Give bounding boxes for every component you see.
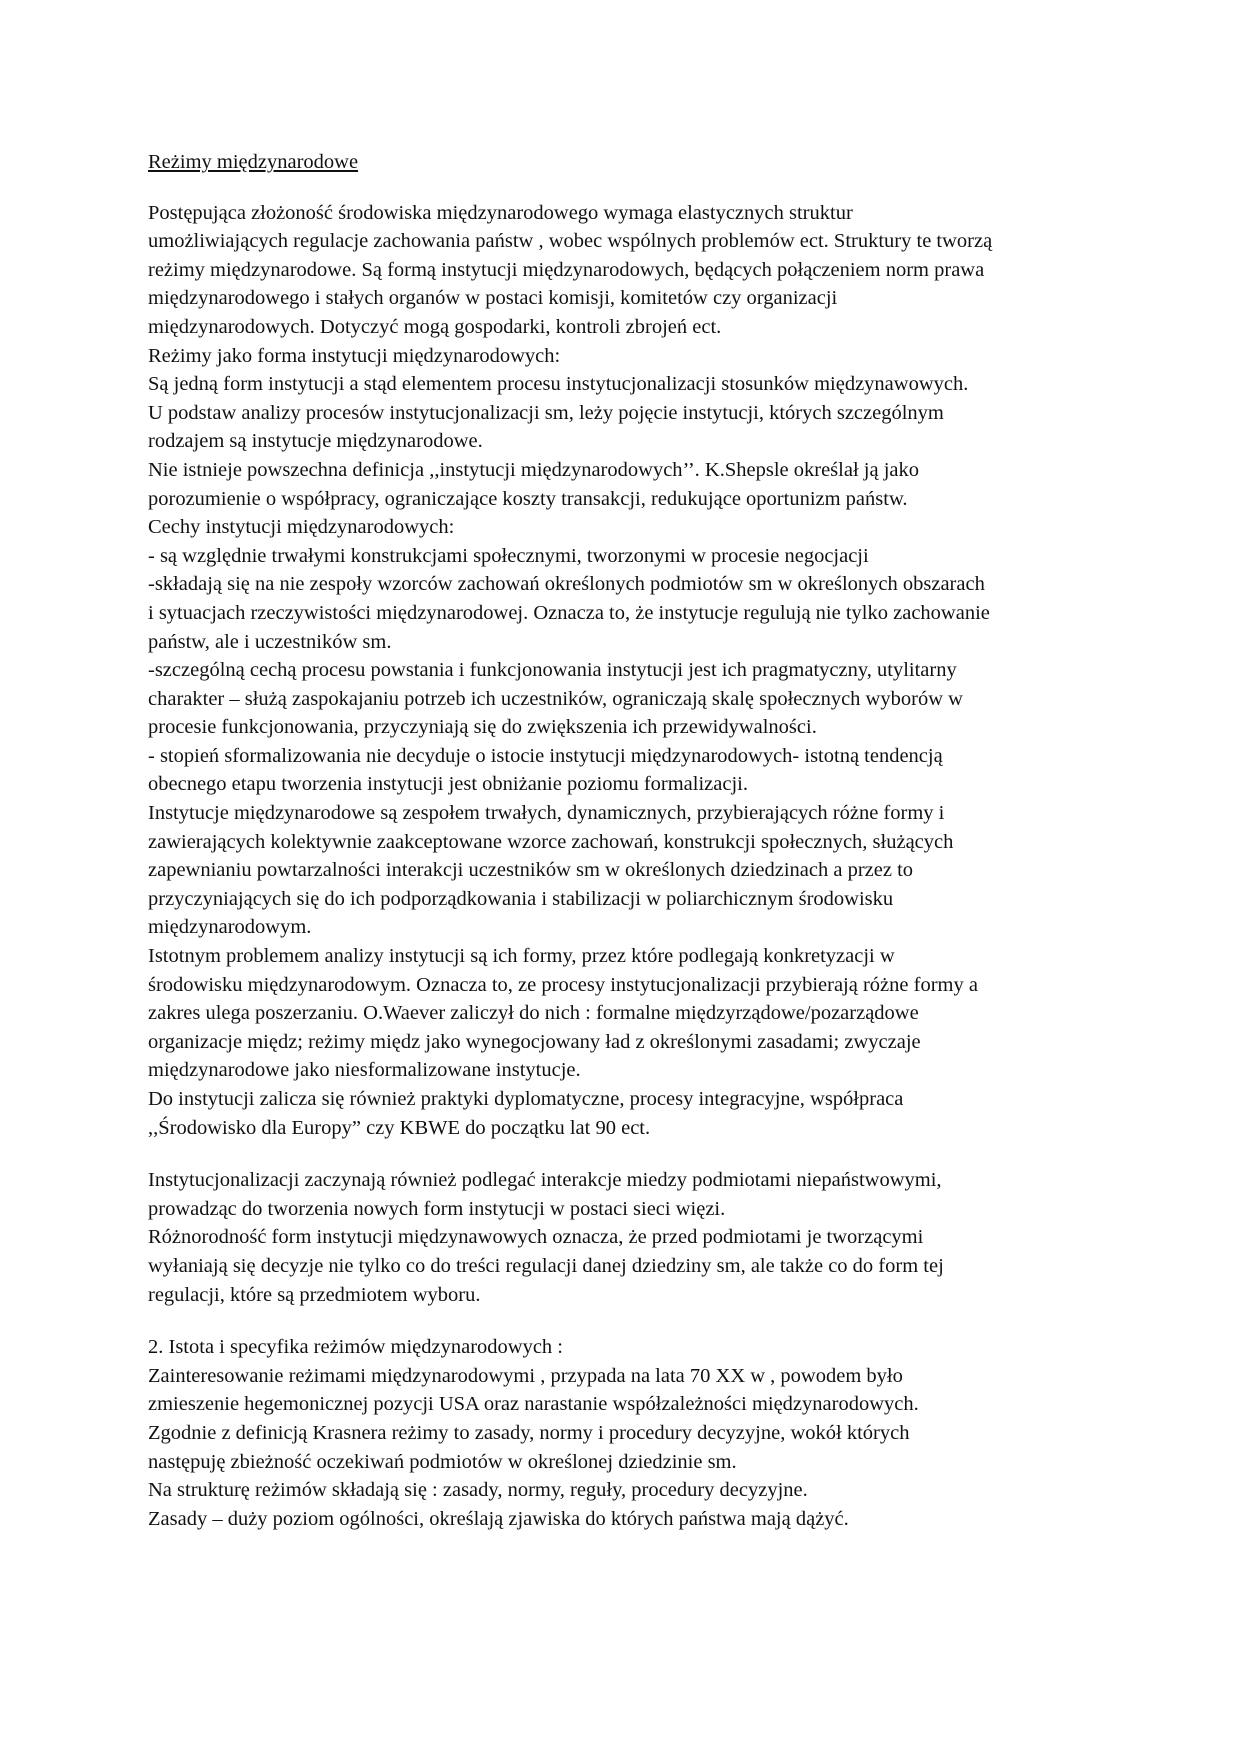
text-line: -składają się na nie zespoły wzorców zachowań określonych podmiotów sm w określonych obszarach xyxy=(148,573,985,596)
text-line: prowadząc do tworzenia nowych form instytucji w postaci sieci więzi. xyxy=(148,1197,726,1220)
text-line: międzynarodowego i stałych organów w postaci komisji, komitetów czy organizacji xyxy=(148,287,838,310)
text-line: regulacji, które są przedmiotem wyboru. xyxy=(148,1283,481,1306)
text-line: i sytuacjach rzeczywistości międzynarodowej. Oznacza to, że instytucje regulują nie tylko zachowanie xyxy=(148,601,990,624)
text-line: -szczególną cechą procesu powstania i funkcjonowania instytucji jest ich pragmatyczny, utylitarny xyxy=(148,659,957,682)
text-line: porozumienie o współpracy, ograniczające koszty transakcji, redukujące oportunizm państw. xyxy=(148,487,908,510)
text-line: procesie funkcjonowania, przyczyniają się do zwiększenia ich przewidywalności. xyxy=(148,716,817,739)
text-line: Są jedną form instytucji a stąd elementem procesu instytucjonalizacji stosunków międzynawowych. xyxy=(148,373,969,396)
text-line: Instytucje międzynarodowe są zespołem trwałych, dynamicznych, przybierających różne formy i xyxy=(148,802,945,825)
text-line: Zasady – duży poziom ogólności, określają zjawiska do których państwa mają dążyć. xyxy=(148,1507,849,1530)
document-title: Reżimy międzynarodowe xyxy=(148,151,359,173)
text-line: następuję zbieżność oczekiwań podmiotów w określonej dziedzinie sm. xyxy=(148,1450,737,1473)
text-line: Do instytucji zalicza się również praktyki dyplomatyczne, procesy integracyjne, współpraca xyxy=(148,1088,904,1110)
text-line: U podstaw analizy procesów instytucjonalizacji sm, leży pojęcie instytucji, których szczególnym xyxy=(148,401,944,424)
paragraph-gap xyxy=(148,1309,1120,1333)
text-line: Różnorodność form instytucji międzynawowych oznacza, że przed podmiotami je tworzącymi xyxy=(148,1226,924,1249)
text-line: Na strukturę reżimów składają się : zasady, normy, reguły, procedury decyzyjne. xyxy=(148,1479,808,1502)
text-line: Postępująca złożoność środowiska międzynarodowego wymaga elastycznych struktur xyxy=(148,201,853,224)
text-line: przyczyniających się do ich podporządkowania i stabilizacji w poliarchicznym środowisku xyxy=(148,887,894,910)
text-line: wyłaniają się decyzje nie tylko co do treści regulacji danej dziedziny sm, ale także co do form tej xyxy=(148,1254,944,1277)
text-line: międzynarodowym. xyxy=(148,916,312,939)
text-line: Zgodnie z definicją Krasnera reżimy to zasady, normy i procedury decyzyjne, wokół których xyxy=(148,1421,910,1444)
text-line: zapewnianiu powtarzalności interakcji uczestników sm w określonych dziedzinach a przez to xyxy=(148,859,914,882)
text-line: Instytucjonalizacji zaczynają również podlegać interakcje miedzy podmiotami niepaństwowymi, xyxy=(148,1169,942,1192)
text-line: zawierających kolektywnie zaakceptowane wzorce zachowań, konstrukcji społecznych, służących xyxy=(148,830,954,853)
document-body xyxy=(148,199,1120,1534)
text-line: organizacje międz; reżimy międz jako wynegocjowany ład z określonymi zasadami; zwyczaje xyxy=(148,1030,921,1053)
text-line: Reżimy jako forma instytucji międzynarodowych: xyxy=(148,344,561,367)
text-line: rodzajem są instytucje międzynarodowe. xyxy=(148,430,483,453)
text-line: obecnego etapu tworzenia instytucji jest obniżanie poziomu formalizacji. xyxy=(148,773,748,796)
text-line: zakres ulega poszerzaniu. O.Waever zaliczył do nich : formalne międzyrządowe/pozarządowe xyxy=(148,1002,919,1025)
text-line: międzynarodowych. Dotyczyć mogą gospodarki, kontroli zbrojeń ect. xyxy=(148,315,722,338)
text-line: Nie istnieje powszechna definicja ,,instytucji międzynarodowych’’. K.Shepsle określał ją jako xyxy=(148,458,919,481)
text-line: środowisku międzynarodowym. Oznacza to, ze procesy instytucjonalizacji przybierają różne formy a xyxy=(148,973,978,996)
paragraph-gap xyxy=(148,1142,1120,1166)
text-line: 2. Istota i specyfika reżimów międzynarodowych : xyxy=(148,1336,563,1359)
text-line: - stopień sformalizowania nie decyduje o istocie instytucji międzynarodowych- istotną tendencją xyxy=(148,744,943,767)
text-line: zmieszenie hegemonicznej pozycji USA oraz narastanie współzależności międzynarodowych. xyxy=(148,1393,919,1416)
text-line: - są względnie trwałymi konstrukcjami społecznymi, tworzonymi w procesie negocjacji xyxy=(148,544,869,567)
text-line: międzynarodowe jako niesformalizowane instytucje. xyxy=(148,1059,581,1082)
text-line: Istotnym problemem analizy instytucji są ich formy, przez które podlegają konkretyzacji w xyxy=(148,945,895,968)
text-line: reżimy międzynarodowe. Są formą instytucji międzynarodowych, będących połączeniem norm prawa xyxy=(148,258,985,281)
text-line: Zainteresowanie reżimami międzynarodowymi , przypada na lata 70 XX w , powodem było xyxy=(148,1364,903,1387)
text-line: państw, ale i uczestników sm. xyxy=(148,630,392,653)
text-line: Cechy instytucji międzynarodowych: xyxy=(148,516,455,539)
text-line: ,,Środowisko dla Europy” czy KBWE do początku lat 90 ect. xyxy=(148,1116,651,1139)
text-line: charakter – służą zaspokajaniu potrzeb ich uczestników, ograniczają skalę społecznych wyborów w xyxy=(148,687,963,710)
text-line: umożliwiających regulacje zachowania państw , wobec wspólnych problemów ect. Struktury te tworzą xyxy=(148,230,993,253)
